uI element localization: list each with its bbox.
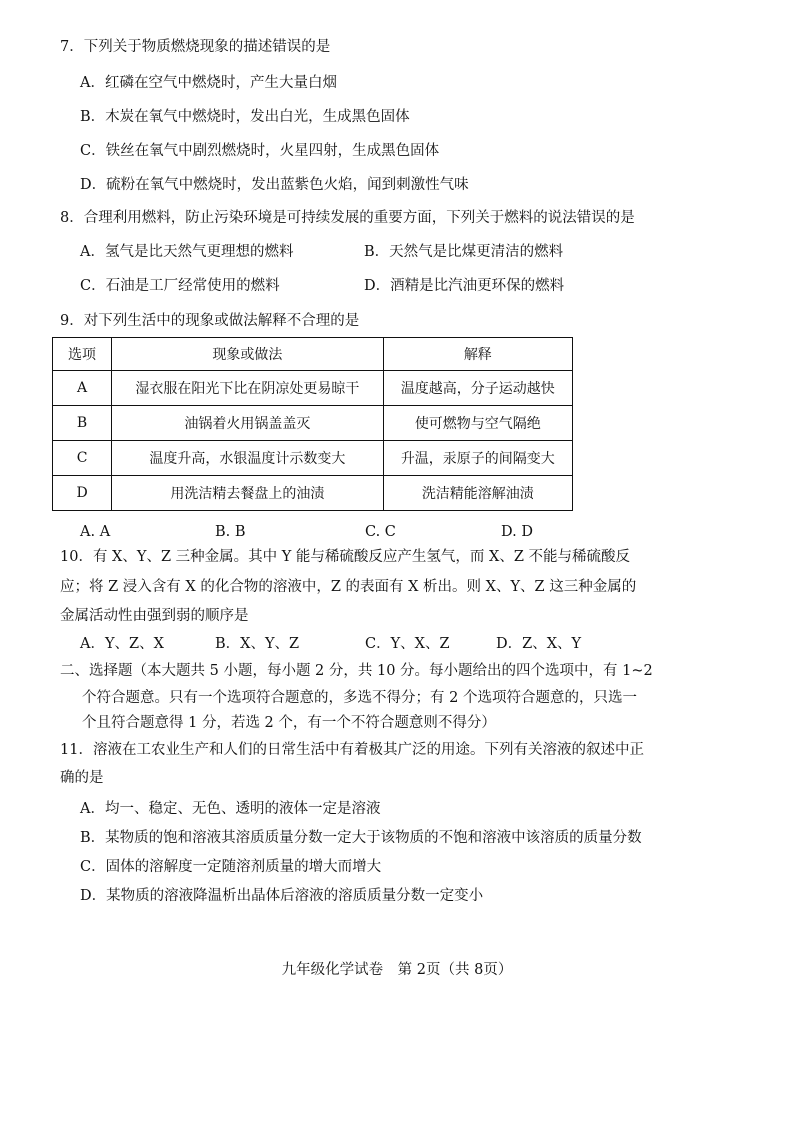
question-8-option-b: B．天然气是比煤更清洁的燃料 — [364, 244, 564, 260]
table-cell: 洗洁精能溶解油渍 — [383, 476, 572, 511]
question-9-option-d: D. D — [501, 524, 533, 540]
question-9-option-c: C. C — [365, 524, 396, 540]
question-7-option-c: C．铁丝在氧气中剧烈燃烧时，火星四射，生成黑色固体 — [80, 143, 440, 159]
table-cell: 湿衣服在阳光下比在阴凉处更易晾干 — [112, 371, 384, 406]
question-8-stem: 8．合理利用燃料，防止污染环境是可持续发展的重要方面，下列关于燃料的说法错误的是 — [60, 210, 635, 226]
table-cell: D — [53, 476, 112, 511]
table-cell: 温度越高，分子运动越快 — [383, 371, 572, 406]
question-7-stem: 7．下列关于物质燃烧现象的描述错误的是 — [60, 39, 331, 55]
question-11-stem-line-1: 11．溶液在工农业生产和人们的日常生活中有着极其广泛的用途。下列有关溶液的叙述中正 — [60, 742, 644, 758]
question-11-option-b: B．某物质的饱和溶液其溶质质量分数一定大于该物质的不饱和溶液中该溶质的质量分数 — [80, 830, 642, 846]
table-header-cell: 现象或做法 — [112, 338, 384, 371]
table-header-row — [53, 338, 573, 371]
question-7-option-b: B．木炭在氧气中燃烧时，发出白光，生成黑色固体 — [80, 109, 410, 125]
table-cell: 用洗洁精去餐盘上的油渍 — [112, 476, 384, 511]
table-row — [53, 441, 573, 476]
section-2-heading-line-3: 个且符合题意得 1 分，若选 2 个，有一个不符合题意则不得分） — [82, 715, 496, 731]
question-8-option-a: A．氢气是比天然气更理想的燃料 — [80, 244, 294, 260]
table-header-cell: 选项 — [53, 338, 112, 371]
question-9-option-b: B. B — [215, 524, 246, 540]
question-8-option-d: D．酒精是比汽油更环保的燃料 — [364, 278, 565, 294]
table-row — [53, 371, 573, 406]
page-footer: 九年级化学试卷 第 2页（共 8页） — [281, 962, 513, 978]
table-cell: 使可燃物与空气隔绝 — [383, 406, 572, 441]
table-cell: B — [53, 406, 112, 441]
question-10-option-b: B．X、Y、Z — [215, 636, 300, 652]
table-cell: C — [53, 441, 112, 476]
question-10-stem-line-1: 10．有 X、Y、Z 三种金属。其中 Y 能与稀硫酸反应产生氢气，而 X、Z 不能与稀硫酸反 — [60, 549, 631, 565]
question-10-stem-line-2: 应；将 Z 浸入含有 X 的化合物的溶液中，Z 的表面有 X 析出。则 X、Y、Z 这三种金属的 — [60, 579, 637, 595]
question-7-option-a: A．红磷在空气中燃烧时，产生大量白烟 — [80, 75, 337, 91]
question-11-option-d: D．某物质的溶液降温析出晶体后溶液的溶质质量分数一定变小 — [80, 888, 484, 904]
question-9-stem: 9．对下列生活中的现象或做法解释不合理的是 — [60, 313, 360, 329]
question-10-option-a: A．Y、Z、X — [80, 636, 164, 652]
question-7-option-d: D．硫粉在氧气中燃烧时，发出蓝紫色火焰，闻到刺激性气味 — [80, 177, 469, 193]
question-10-stem-line-3: 金属活动性由强到弱的顺序是 — [60, 608, 249, 624]
question-10-option-c: C．Y、X、Z — [365, 636, 450, 652]
section-2-heading-line-2: 个符合题意。只有一个选项符合题意的，多选不得分；有 2 个选项符合题意的，只选一 — [82, 690, 637, 706]
question-10-option-d: D．Z、X、Y — [496, 636, 582, 652]
section-2-heading-line-1: 二、选择题（本大题共 5 小题，每小题 2 分，共 10 分。每小题给出的四个选项中，有 1~2 — [60, 663, 653, 679]
question-11-stem-line-2: 确的是 — [60, 770, 104, 786]
table-cell: A — [53, 371, 112, 406]
question-11-option-c: C．固体的溶解度一定随溶剂质量的增大而增大 — [80, 859, 382, 875]
table-cell: 温度升高，水银温度计示数变大 — [112, 441, 384, 476]
question-9-table — [52, 337, 573, 511]
question-9-option-a: A. A — [80, 524, 111, 540]
question-11-option-a: A．均一、稳定、无色、透明的液体一定是溶液 — [80, 801, 381, 817]
table-row — [53, 476, 573, 511]
table-cell: 升温，汞原子的间隔变大 — [383, 441, 572, 476]
table-header-cell: 解释 — [383, 338, 572, 371]
table-cell: 油锅着火用锅盖盖灭 — [112, 406, 384, 441]
table-row — [53, 406, 573, 441]
question-8-option-c: C．石油是工厂经常使用的燃料 — [80, 278, 280, 294]
